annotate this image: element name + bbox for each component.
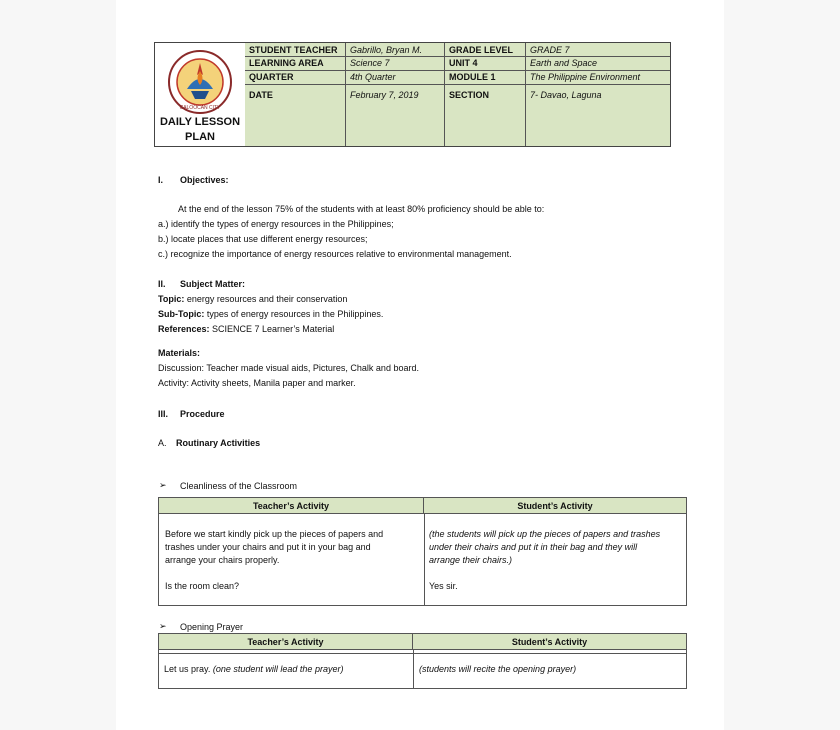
topic-line <box>158 294 347 304</box>
student-line: (the students will pick up the pieces of papers and trashes <box>429 529 661 539</box>
materials-discussion: Discussion: Teacher made visual aids, Pictures, Chalk and board. <box>158 363 419 373</box>
prayer-teacher-note: (one student will lead the prayer) <box>212 664 344 674</box>
school-seal-logo <box>165 49 235 115</box>
title-line-1: DAILY LESSON <box>159 116 241 128</box>
title-line-2: PLAN <box>185 131 215 143</box>
prayer-table <box>158 633 687 689</box>
subtopic-line <box>158 309 383 319</box>
cleanliness-student-answer: Yes sir. <box>429 581 458 591</box>
school-logo-cell <box>155 43 246 146</box>
value-learning-area: Science 7 <box>350 58 390 68</box>
objective-item-b: b.) locate places that use different energy resources; <box>158 234 368 244</box>
value-student-teacher: Gabrillo, Bryan M. <box>350 45 423 55</box>
teacher-line: Before we start kindly pick up the pieces of papers and <box>165 529 384 539</box>
references-line <box>158 324 334 334</box>
document-title <box>155 115 245 145</box>
materials-heading: Materials: <box>158 348 201 358</box>
bullet-arrow-icon: ➢ <box>159 621 167 631</box>
objectives-intro: At the end of the lesson 75% of the students with at least 80% proficiency should be able to: <box>178 204 545 214</box>
topic-value: energy resources and their conservation <box>184 294 348 304</box>
label-quarter: QUARTER <box>249 72 294 82</box>
label-section: SECTION <box>449 90 490 100</box>
label-unit: UNIT 4 <box>449 58 478 68</box>
value-grade-level: GRADE 7 <box>530 45 570 55</box>
objectives-heading: Objectives: <box>180 175 229 185</box>
procedure-heading: Procedure <box>180 409 225 419</box>
label-grade-level: GRADE LEVEL <box>449 45 514 55</box>
cleanliness-col-student: Student’s Activity <box>424 498 686 514</box>
objective-item-a: a.) identify the types of energy resources in the Philippines; <box>158 219 394 229</box>
cleanliness-col-teacher: Teacher’s Activity <box>159 498 424 514</box>
value-date: February 7, 2019 <box>350 90 419 100</box>
routinary-number: A. <box>158 438 167 448</box>
svg-text:CALOOCAN CITY: CALOOCAN CITY <box>179 105 221 111</box>
label-date: DATE <box>249 90 273 100</box>
label-student-teacher: STUDENT TEACHER <box>249 45 338 55</box>
subject-number: II. <box>158 279 166 289</box>
label-module: MODULE 1 <box>449 72 496 82</box>
cleanliness-teacher-question: Is the room clean? <box>165 581 240 591</box>
header-info-grid <box>245 43 670 146</box>
objectives-number: I. <box>158 175 164 185</box>
cleanliness-label: Cleanliness of the Classroom <box>180 481 298 491</box>
lesson-plan-header <box>154 42 671 147</box>
prayer-col-teacher: Teacher’s Activity <box>159 634 413 650</box>
references-value: SCIENCE 7 Learner’s Material <box>209 324 335 334</box>
value-module: The Philippine Environment <box>530 72 641 82</box>
references-label: References: <box>158 324 210 334</box>
bullet-arrow-icon: ➢ <box>159 480 167 490</box>
cleanliness-table <box>158 497 687 606</box>
value-section: 7- Davao, Laguna <box>530 90 602 100</box>
subject-heading: Subject Matter: <box>180 279 246 289</box>
prayer-label: Opening Prayer <box>180 622 244 632</box>
topic-label: Topic: <box>158 294 185 304</box>
student-line: under their chairs and put it in their bag and they will <box>429 542 638 552</box>
value-unit: Earth and Space <box>530 58 598 68</box>
cleanliness-student-text <box>429 528 660 567</box>
prayer-student-text: (students will recite the opening prayer) <box>419 664 577 674</box>
prayer-col-student: Student’s Activity <box>413 634 686 650</box>
subtopic-value: types of energy resources in the Philippines. <box>204 309 384 319</box>
value-quarter: 4th Quarter <box>350 72 396 82</box>
objective-item-c: c.) recognize the importance of energy resources relative to environmental management. <box>158 249 512 259</box>
prayer-teacher-text: Let us pray. <box>164 664 211 674</box>
prayer-teacher-cell <box>164 663 343 676</box>
materials-activity: Activity: Activity sheets, Manila paper and marker. <box>158 378 356 388</box>
subtopic-label: Sub-Topic: <box>158 309 205 319</box>
cleanliness-teacher-text <box>165 528 383 567</box>
teacher-line: trashes under your chairs and put it in your bag and <box>165 542 371 552</box>
label-learning-area: LEARNING AREA <box>249 58 324 68</box>
routinary-heading: Routinary Activities <box>176 438 261 448</box>
teacher-line: arrange your chairs properly. <box>165 555 280 565</box>
procedure-number: III. <box>158 409 169 419</box>
student-line: arrange their chairs.) <box>429 555 513 565</box>
